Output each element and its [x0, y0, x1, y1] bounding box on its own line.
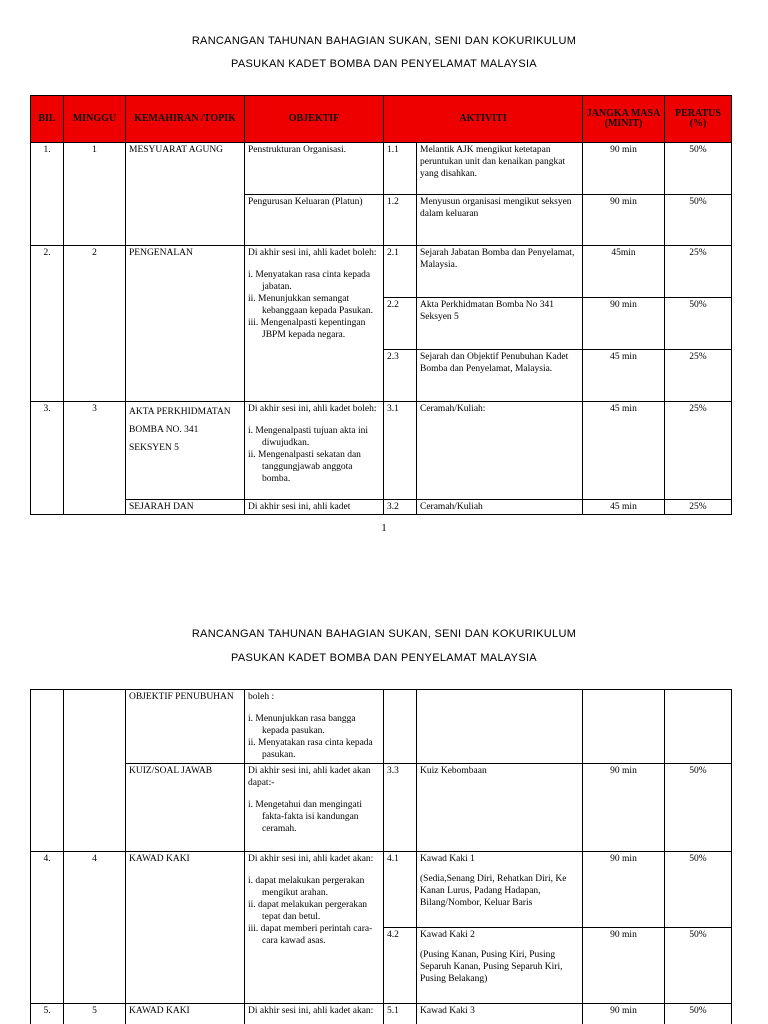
list-item: i. Mengenalpasti tujuan akta ini diwujudkan.: [248, 426, 369, 448]
cell-percent: 50%: [665, 298, 732, 350]
objective-intro: Di akhir sesi ini, ahli kadet boleh:: [248, 404, 377, 414]
objective-intro: Di akhir sesi ini, ahli kadet boleh:: [248, 248, 377, 258]
list-item: i. Menunjukkan rasa bangga kepada pasukan.: [248, 714, 356, 736]
cell-bil: 4.: [31, 852, 64, 1004]
table-row: [31, 402, 732, 500]
objective-list: [248, 713, 380, 761]
cell-activity: Sejarah dan Objektif Penubuhan Kadet Bomba dan Penyelamat, Malaysia.: [417, 350, 583, 402]
document-page-2: [0, 596, 768, 1024]
list-item: iii. dapat memberi perintah cara-cara kawad asas.: [248, 924, 373, 946]
cell-bil: [31, 690, 64, 852]
cell-duration: 90 min: [583, 764, 665, 852]
table-row: [31, 852, 732, 928]
cell-activity: Ceramah/Kuliah: [417, 500, 583, 515]
table-row: [31, 143, 732, 195]
cell-activity-no: 2.2: [384, 298, 417, 350]
cell-percent: 25%: [665, 350, 732, 402]
cell-duration: 90 min: [583, 298, 665, 350]
objective-list: [248, 875, 380, 947]
cell-activity-no: 4.2: [384, 928, 417, 1004]
cell-bil: 1.: [31, 143, 64, 246]
cell-activity: Akta Perkhidmatan Bomba No 341 Seksyen 5: [417, 298, 583, 350]
cell-duration: 45min: [583, 246, 665, 298]
objective-list: [248, 269, 380, 341]
list-item: i. Mengetahui dan mengingati fakta-fakta isi kandungan ceramah.: [248, 800, 362, 834]
cell-percent: 50%: [665, 1004, 732, 1024]
col-header-jangka-masa: JANGKA MASA (MINIT): [583, 96, 665, 143]
document-subtitle: PASUKAN KADET BOMBA DAN PENYELAMAT MALAYSIA: [231, 652, 537, 664]
cell-activity: Melantik AJK mengikut ketetapan peruntukan unit dan kenaikan pangkat yang disahkan.: [417, 143, 583, 195]
col-header-kemahiran: KEMAHIRAN /TOPIK: [126, 96, 245, 143]
activity-detail: (Pusing Kanan, Pusing Kiri, Pusing Separuh Kanan, Pusing Separuh Kiri, Pusing Belakang): [420, 950, 563, 984]
cell-topik: SEJARAH DAN: [126, 500, 245, 515]
cell-activity: [417, 852, 583, 928]
cell-percent: 50%: [665, 143, 732, 195]
cell-minggu: 4: [64, 852, 126, 1004]
table-row: [31, 500, 732, 515]
cell-duration: 90 min: [583, 928, 665, 1004]
cell-activity-no: 2.1: [384, 246, 417, 298]
table-row: [31, 764, 732, 852]
cell-topik: PENGENALAN: [126, 246, 245, 402]
cell-duration: 90 min: [583, 1004, 665, 1024]
cell-bil: 2.: [31, 246, 64, 402]
cell-duration: 90 min: [583, 195, 665, 246]
cell-percent: 25%: [665, 402, 732, 500]
cell-objektif: [245, 852, 384, 1004]
cell-topik: MESYUARAT AGUNG: [126, 143, 245, 246]
objective-intro: Di akhir sesi ini, ahli kadet akan:: [248, 854, 374, 864]
cell-duration: 90 min: [583, 852, 665, 928]
cell-activity: Kawad Kaki 3: [417, 1004, 583, 1024]
cell-duration: 90 min: [583, 143, 665, 195]
activity-title: Kawad Kaki 1: [420, 854, 475, 864]
document-title: RANCANGAN TAHUNAN BAHAGIAN SUKAN, SENI DAN KOKURIKULUM: [191, 35, 577, 47]
table-header-row: [31, 96, 732, 143]
list-item: ii. dapat melakukan pergerakan tepat dan betul.: [248, 900, 368, 922]
cell-activity-no: 3.2: [384, 500, 417, 515]
col-header-peratus: PERATUS (%): [665, 96, 732, 143]
cell-percent: [665, 690, 732, 764]
col-header-bil: BIL: [31, 96, 64, 143]
cell-minggu: 1: [64, 143, 126, 246]
cell-objektif: [245, 764, 384, 852]
col-header-aktiviti: AKTIVITI: [384, 96, 583, 143]
cell-duration: 45 min: [583, 350, 665, 402]
document-title: RANCANGAN TAHUNAN BAHAGIAN SUKAN, SENI DAN KOKURIKULUM: [191, 628, 577, 640]
cell-activity: Kuiz Kebombaan: [417, 764, 583, 852]
cell-activity-no: 1.1: [384, 143, 417, 195]
cell-duration: 45 min: [583, 402, 665, 500]
objective-intro: Di akhir sesi ini, ahli kadet akan dapat:-: [248, 766, 371, 788]
cell-duration: 45 min: [583, 500, 665, 515]
cell-percent: 50%: [665, 764, 732, 852]
objective-intro: boleh :: [248, 692, 275, 702]
activity-title: Kawad Kaki 2: [420, 930, 475, 940]
cell-activity: Menyusun organisasi mengikut seksyen dalam keluaran: [417, 195, 583, 246]
cell-bil: 5.: [31, 1004, 64, 1024]
cell-duration: [583, 690, 665, 764]
cell-activity-no: 3.1: [384, 402, 417, 500]
cell-topik: OBJEKTIF PENUBUHAN: [126, 690, 245, 764]
cell-activity: [417, 928, 583, 1004]
list-item: i. dapat melakukan pergerakan mengikut arahan.: [248, 876, 365, 898]
list-item: iii. Mengenalpasti kepentingan JBPM kepada negara.: [248, 318, 366, 340]
cell-objektif: Di akhir sesi ini, ahli kadet akan:: [245, 1004, 384, 1024]
cell-activity: Ceramah/Kuliah:: [417, 402, 583, 500]
cell-minggu: 3: [64, 402, 126, 515]
cell-topik: AKTA PERKHIDMATAN BOMBA NO. 341 SEKSYEN 5: [126, 402, 245, 500]
cell-objektif: Pengurusan Keluaran (Platun): [245, 195, 384, 246]
cell-activity-no: 1.2: [384, 195, 417, 246]
cell-activity-no: 5.1: [384, 1004, 417, 1024]
cell-topik: KAWAD KAKI: [126, 1004, 245, 1024]
cell-activity-no: 3.3: [384, 764, 417, 852]
table-row: [31, 1004, 732, 1024]
cell-minggu: 5: [64, 1004, 126, 1024]
cell-activity: Sejarah Jabatan Bomba dan Penyelamat, Malaysia.: [417, 246, 583, 298]
table-row: [31, 246, 732, 298]
cell-objektif: [245, 402, 384, 500]
page-number: 1: [381, 522, 387, 534]
cell-percent: 25%: [665, 246, 732, 298]
cell-bil: 3.: [31, 402, 64, 515]
cell-activity: [417, 690, 583, 764]
table-row: [31, 690, 732, 764]
cell-objektif: [245, 690, 384, 764]
plan-table: [30, 95, 732, 515]
page-gap: [0, 540, 768, 596]
list-item: ii. Menyatakan rasa cinta kepada pasukan.: [248, 738, 373, 760]
cell-activity-no: [384, 690, 417, 764]
list-item: ii. Mengenalpasti sekatan dan tanggungjawab anggota bomba.: [248, 450, 361, 484]
objective-list: [248, 425, 380, 485]
activity-detail: (Sedia,Senang Diri, Rehatkan Diri, Ke Kanan Lurus, Padang Hadapan, Bilang/Nombor, Keluar Baris: [420, 874, 567, 908]
cell-objektif: Di akhir sesi ini, ahli kadet: [245, 500, 384, 515]
cell-objektif: [245, 246, 384, 402]
objective-list: [248, 799, 380, 835]
cell-topik: KUIZ/SOAL JAWAB: [126, 764, 245, 852]
plan-table-continued: [30, 689, 732, 1024]
cell-topik: KAWAD KAKI: [126, 852, 245, 1004]
col-header-minggu: MINGGU: [64, 96, 126, 143]
document-subtitle: PASUKAN KADET BOMBA DAN PENYELAMAT MALAYSIA: [231, 58, 537, 70]
cell-percent: 50%: [665, 928, 732, 1004]
list-item: i. Menyatakan rasa cinta kepada jabatan.: [248, 270, 371, 292]
cell-percent: 25%: [665, 500, 732, 515]
cell-minggu: [64, 690, 126, 852]
cell-percent: 50%: [665, 852, 732, 928]
col-header-objektif: OBJEKTIF: [245, 96, 384, 143]
cell-objektif: Penstrukturan Organisasi.: [245, 143, 384, 195]
cell-minggu: 2: [64, 246, 126, 402]
cell-activity-no: 4.1: [384, 852, 417, 928]
cell-activity-no: 2.3: [384, 350, 417, 402]
list-item: ii. Menunjukkan semangat kebanggaan kepada Pasukan.: [248, 294, 374, 316]
cell-percent: 50%: [665, 195, 732, 246]
